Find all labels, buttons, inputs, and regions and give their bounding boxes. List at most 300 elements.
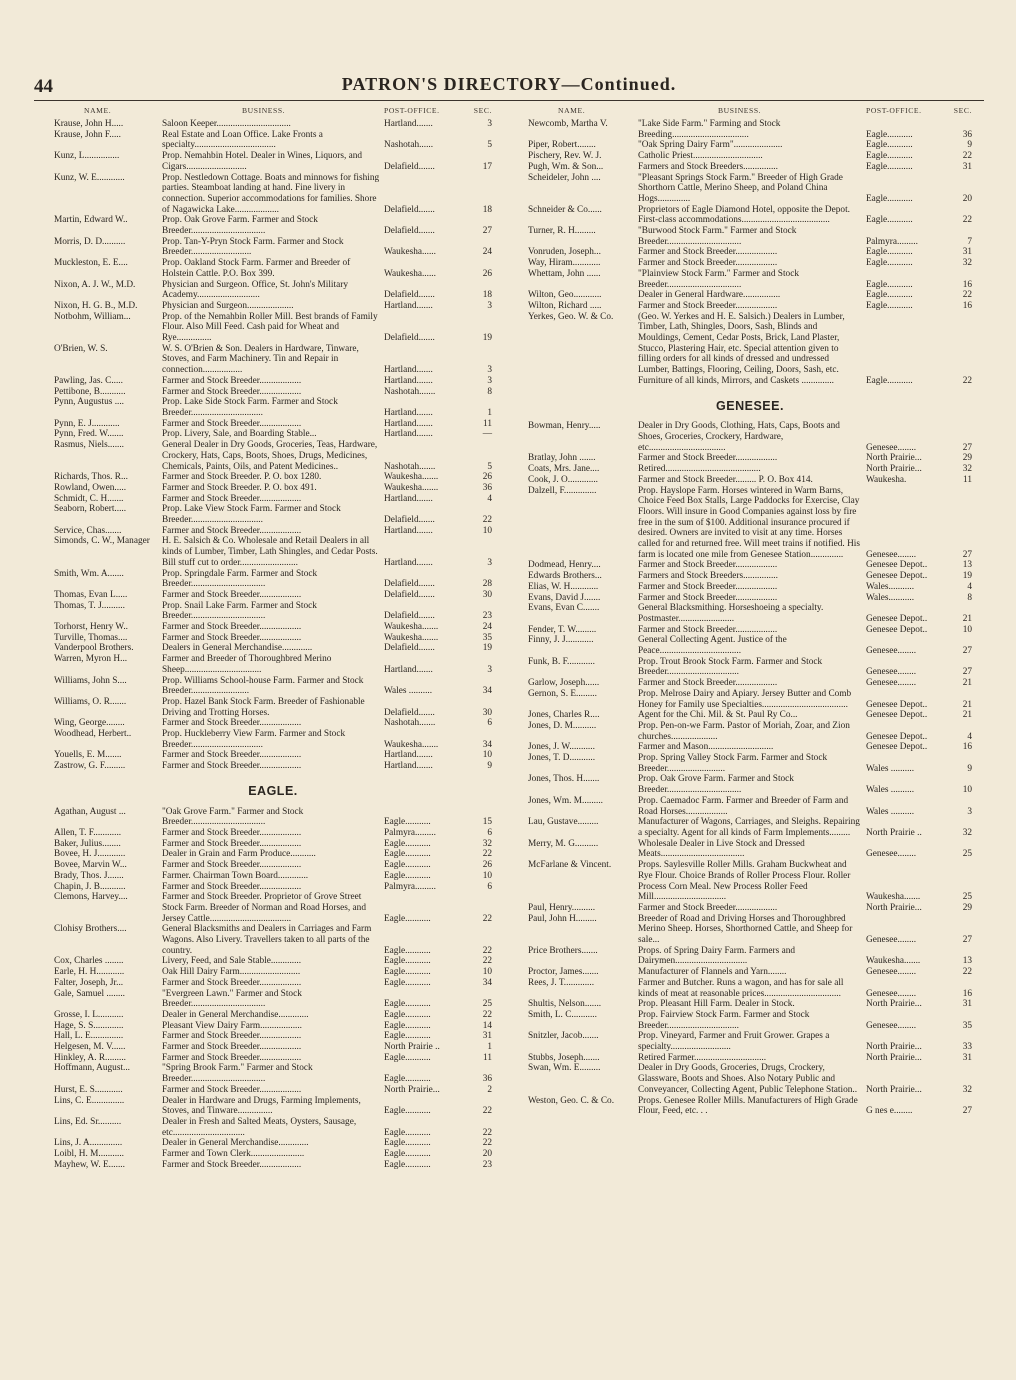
entry-post-office: North Prairie... <box>866 1042 922 1053</box>
entry-name: Pynn, Augustus .... <box>54 397 124 408</box>
entry-section: 31 <box>962 161 972 172</box>
entry-post-office: Waukesha....... <box>384 622 439 633</box>
entry-post-office: Genesee Depot.. <box>866 613 928 624</box>
entry-section: 36 <box>482 482 492 493</box>
entry-post-office: North Prairie .. <box>384 1042 440 1053</box>
entry-name: Hoffmann, August... <box>54 1063 131 1074</box>
entry-section: 22 <box>962 375 972 386</box>
entry-business: Farmer and Stock Breeder.................. <box>162 1031 302 1042</box>
entry-business: Prop. Pleasant Hill Farm. Dealer in Stock. <box>638 999 795 1010</box>
entry-name: Cox, Charles ........ <box>54 956 124 967</box>
directory-entry <box>54 151 492 172</box>
entry-name: Turville, Thomas.... <box>54 632 128 643</box>
entry-section: 32 <box>962 258 972 269</box>
directory-entry <box>528 742 972 753</box>
entry-post-office: Genesee Depot.. <box>866 624 928 635</box>
entry-section: 1 <box>487 1042 492 1053</box>
directory-entry <box>528 247 972 258</box>
directory-entry <box>528 657 972 678</box>
entry-name: Lau, Gustave......... <box>528 817 599 828</box>
entry-post-office: Genesee........ <box>866 988 917 999</box>
column-headers <box>54 106 492 119</box>
entry-section: 22 <box>962 151 972 162</box>
entry-section: 34 <box>482 739 492 750</box>
directory-entry <box>54 956 492 967</box>
entry-business: Farmer and Stock Breeder.................. <box>162 881 302 892</box>
directory-entry <box>54 504 492 525</box>
directory-entry <box>528 173 972 205</box>
entry-section: 3 <box>487 119 492 129</box>
entry-post-office: Eagle........... <box>866 129 913 140</box>
entry-name: Clemons, Harvey.... <box>54 892 128 903</box>
entry-name: Piper, Robert........ <box>528 140 596 151</box>
directory-entry <box>528 464 972 475</box>
entry-section: 5 <box>487 140 492 151</box>
entry-post-office: Delafield....... <box>384 290 435 301</box>
header-business: BUSINESS. <box>242 106 286 115</box>
entry-post-office: Eagle........... <box>384 860 431 871</box>
entry-business: Dealer in General Hardware................ <box>638 290 781 301</box>
entry-business: Farmer and Stock Breeder.................. <box>162 718 302 729</box>
directory-entry <box>528 678 972 689</box>
section-heading-eagle: EAGLE. <box>248 783 298 798</box>
directory-entry <box>54 643 492 654</box>
entry-name: Dodmead, Henry.... <box>528 560 601 571</box>
entry-section: 27 <box>962 549 972 560</box>
directory-entry <box>528 593 972 604</box>
entry-business: "Spring Brook Farm." Farmer and Stock Breeder................................ <box>162 1063 313 1085</box>
directory-entry <box>54 387 492 398</box>
entry-post-office: North Prairie... <box>866 1052 922 1063</box>
entry-business: Prop. Nestledown Cottage. Boats and minnows for fishing parties. Steamboat landing at hand. Fine livery in connection. Superior accommodations for families. Shore of Nagawicka Lake................... <box>162 172 380 215</box>
entry-name: Yerkes, Geo. W. & Co. <box>528 311 614 322</box>
directory-entry <box>54 839 492 850</box>
entry-business: Dealer in Dry Goods, Groceries, Drugs, Crockery, Glassware, Boots and Shoes. Also Notary Public and Conveyancer, Collecting Agent, Public Telephone Station.. <box>638 1063 858 1095</box>
entry-post-office: Eagle........... <box>866 215 913 226</box>
entry-post-office: Eagle........... <box>384 838 431 849</box>
directory-entry <box>54 237 492 258</box>
entry-section: 8 <box>487 386 492 397</box>
entry-section: 26 <box>482 472 492 483</box>
directory-entry <box>54 1053 492 1064</box>
entry-business: Agent for the Chi. Mil. & St. Paul Ry Co... <box>638 710 798 721</box>
entry-name: Pettibone, B........... <box>54 386 126 397</box>
entry-business: Farmer and Stock Breeder.................. <box>638 902 778 913</box>
entry-post-office: Genesee Depot.. <box>866 571 928 582</box>
entry-section: 25 <box>482 999 492 1010</box>
page-number: 44 <box>34 76 53 97</box>
directory-entry <box>528 453 972 464</box>
entry-section: 31 <box>962 247 972 258</box>
entry-name: Swan, Wm. E......... <box>528 1063 601 1074</box>
entry-section: 25 <box>962 892 972 903</box>
entry-business: Saloon Keeper................................ <box>162 119 291 129</box>
page-header <box>34 74 984 101</box>
entry-post-office: Eagle........... <box>384 817 431 828</box>
entry-business: Prop. Snail Lake Farm. Farmer and Stock Breeder................................ <box>162 600 317 622</box>
entry-section: 11 <box>483 418 492 429</box>
entry-post-office: Eagle........... <box>384 977 431 988</box>
entry-section: 22 <box>482 1127 492 1138</box>
entry-business: Prop. Hazel Bank Stock Farm. Breeder of Fashionable Driving and Trotting Horses. <box>162 696 365 718</box>
entry-section: 4 <box>967 581 972 592</box>
directory-list-eagle <box>54 807 492 1171</box>
entry-business: "Oak Grove Farm." Farmer and Stock Breeder................................ <box>162 806 304 828</box>
entry-post-office: Genesee........ <box>866 849 917 860</box>
entry-post-office: Palmyra......... <box>384 828 436 838</box>
directory-entry <box>528 140 972 151</box>
entry-name: Paul, John H......... <box>528 913 597 924</box>
entry-business: Farmer and Town Clerk....................... <box>162 1149 305 1160</box>
entry-business: Props. Genesee Roller Mills. Manufacturers of High Grade Flour, Feed, etc. . . <box>638 1095 858 1117</box>
entry-business: Props. of Spring Dairy Farm. Farmers and Dairymen............................... <box>638 945 795 967</box>
entry-name: Cook, J. O............. <box>528 474 598 485</box>
directory-entry <box>54 483 492 494</box>
entry-business: Farmer and Stock Breeder.................. <box>638 624 778 635</box>
directory-list <box>54 119 492 772</box>
entry-section: 29 <box>962 453 972 464</box>
entry-section: 27 <box>962 1106 972 1117</box>
entry-business: Farmer and Mason............................ <box>638 742 774 753</box>
entry-name: Rowland, Owen..... <box>54 482 127 493</box>
entry-post-office: Delafield....... <box>384 643 435 654</box>
entry-post-office: Eagle........... <box>866 193 913 204</box>
entry-name: Kunz, L............... <box>54 151 120 162</box>
entry-business: General Blacksmiths and Dealers in Carriages and Farm Wagons. Also Livery. Travellers taken to all parts of the country. <box>162 924 372 956</box>
directory-entry <box>54 729 492 750</box>
entry-name: Earle, H. H............ <box>54 967 125 978</box>
entry-business: Farmer and Stock Breeder.................. <box>162 1084 302 1095</box>
entry-section: 22 <box>482 913 492 924</box>
directory-entry <box>54 1021 492 1032</box>
entry-post-office: North Prairie .. <box>866 828 922 838</box>
entry-section: 35 <box>962 1020 972 1031</box>
entry-post-office: Eagle........... <box>866 161 913 172</box>
entry-business: Prop. Oak Grove Farm. Farmer and Stock Breeder................................ <box>638 774 794 796</box>
directory-entry <box>528 475 972 486</box>
entry-post-office: Eagle........... <box>384 1031 431 1042</box>
entry-name: Loibl, H. M........... <box>54 1149 124 1160</box>
entry-business: Prop. Spring Valley Stock Farm. Farmer and Stock Breeder......................... <box>638 753 828 774</box>
directory-entry <box>528 978 972 999</box>
entry-post-office: Genesee........ <box>866 1020 917 1031</box>
entry-section: 9 <box>487 761 492 772</box>
entry-name: Rees, J. T............. <box>528 977 595 988</box>
entry-name: Coats, Mrs. Jane.... <box>528 464 600 475</box>
entry-business: "Oak Spring Dairy Farm"..................... <box>638 140 783 151</box>
entry-section: 27 <box>962 935 972 946</box>
entry-business: Prop. Springdale Farm. Farmer and Stock Breeder................................ <box>162 568 318 590</box>
entry-section: 35 <box>482 632 492 643</box>
entry-post-office: Genesee........ <box>866 667 917 678</box>
entry-name: Vonruden, Joseph... <box>528 247 601 258</box>
entry-business: Farmer and Stock Breeder. Proprietor of Grove Street Stock Farm. Breeder of Norman and Road Horses, and Jersey Cattle................................... <box>162 892 366 924</box>
directory-entry <box>54 1149 492 1160</box>
entry-name: Evans, David J....... <box>528 592 601 603</box>
entry-section: 10 <box>482 870 492 881</box>
entry-name: Thomas, T. J.......... <box>54 600 125 611</box>
entry-name: Elias, W. H............ <box>528 581 599 592</box>
entry-section: 29 <box>962 902 972 913</box>
directory-entry <box>528 290 972 301</box>
directory-entry <box>528 151 972 162</box>
entry-section: 27 <box>962 646 972 657</box>
directory-entry <box>54 429 492 440</box>
entry-business: Farmer and Stock Breeder.................. <box>162 838 302 849</box>
entry-business: Oak Hill Dairy Farm.......................... <box>162 967 301 978</box>
entry-name: Whettam, John ...... <box>528 268 601 279</box>
directory-entry <box>528 162 972 173</box>
entry-business: W. S. O'Brien & Son. Dealers in Hardware, Tinware, Stoves, and Farm Machinery. Tin and Repair in connection................. <box>162 343 359 376</box>
directory-entry <box>54 828 492 839</box>
entry-name: Hage, S. S............. <box>54 1020 124 1031</box>
entry-business: Pleasant View Dairy Farm.................. <box>162 1020 302 1031</box>
entry-section: 32 <box>962 1084 972 1095</box>
entry-name: Gale, Samuel ........ <box>54 988 126 999</box>
entry-post-office: Hartland....... <box>384 429 433 440</box>
entry-name: Agathan, August ... <box>54 806 126 817</box>
directory-entry <box>54 494 492 505</box>
directory-entry <box>54 1138 492 1149</box>
entry-name: Jones, T. D........... <box>528 753 596 764</box>
entry-post-office: Eagle........... <box>384 1009 431 1020</box>
entry-section: 1 <box>487 407 492 418</box>
entry-business: Prop. of the Nemahbin Roller Mill. Best brands of Family Flour. Also Mill Feed. Cash paid for Wheat and Rye............... <box>162 311 378 344</box>
entry-post-office: Wales .......... <box>866 806 915 817</box>
directory-entry <box>528 946 972 967</box>
entry-section: 3 <box>487 375 492 386</box>
entry-business: Farmer and Stock Breeder.................. <box>162 375 302 386</box>
entry-post-office: Waukesha....... <box>384 632 439 643</box>
entry-section: 24 <box>482 247 492 258</box>
entry-post-office: Genesee Depot.. <box>866 710 928 721</box>
entry-section: 16 <box>962 742 972 753</box>
entry-section: 34 <box>482 977 492 988</box>
entry-name: Jones, Charles R.... <box>528 710 600 721</box>
directory-entry <box>528 689 972 710</box>
directory-entry <box>54 1031 492 1042</box>
entry-section: 4 <box>487 493 492 504</box>
entry-post-office: Waukesha....... <box>384 472 439 483</box>
entry-section: 22 <box>482 945 492 956</box>
directory-entry <box>528 1010 972 1031</box>
directory-entry <box>528 796 972 817</box>
entry-section: 27 <box>482 226 492 237</box>
entry-section: 3 <box>487 300 492 311</box>
entry-section: 3 <box>487 664 492 675</box>
entry-business: Farmer and Stock Breeder.................. <box>162 418 302 429</box>
entry-business: Catholic Priest.............................. <box>638 151 763 162</box>
entry-section: 27 <box>962 442 972 453</box>
entry-section: 31 <box>482 1031 492 1042</box>
entry-business: Farmer and Stock Breeder.................. <box>162 632 302 643</box>
entry-name: Hinkley, A. R......... <box>54 1052 126 1063</box>
directory-entry <box>54 676 492 697</box>
entry-business: Dealer in Fresh and Salted Meats, Oysters, Sausage, etc............................... <box>162 1116 357 1138</box>
entry-name: Martin, Edward W.. <box>54 215 128 226</box>
entry-business: Farmer and Stock Breeder.................. <box>638 300 778 311</box>
entry-business: Farmer and Stock Breeder.................. <box>638 592 778 603</box>
entry-name: Baker, Julius........ <box>54 838 121 849</box>
entry-section: 30 <box>482 589 492 600</box>
entry-business: Prop. Nemahbin Hotel. Dealer in Wines, Liquors, and Cigars.......................... <box>162 151 363 172</box>
entry-name: Service, Chas....... <box>54 525 122 536</box>
entry-section: 11 <box>483 1052 492 1063</box>
entry-name: Kunz, W. E............ <box>54 172 125 183</box>
directory-entry <box>54 654 492 675</box>
entry-name: Allen, T. F............ <box>54 828 122 838</box>
directory-entry <box>54 807 492 828</box>
entry-name: Way, Hiram............ <box>528 258 601 269</box>
entry-post-office: Nashotah....... <box>384 386 436 397</box>
entry-post-office: Wales .......... <box>866 763 915 774</box>
entry-post-office: Hartland....... <box>384 664 433 675</box>
entry-name: Shultis, Nelson....... <box>528 999 602 1010</box>
entry-section: 20 <box>482 1149 492 1160</box>
entry-post-office: Palmyra......... <box>384 881 436 892</box>
page-title: PATRON'S DIRECTORY—Continued. <box>341 74 677 94</box>
entry-section: 26 <box>482 860 492 871</box>
entry-section: 11 <box>963 474 972 485</box>
directory-entry <box>528 205 972 226</box>
entry-name: Lins, J. A.............. <box>54 1138 123 1149</box>
entry-business: General Blacksmithing. Horseshoeing a specialty. Postmaster........................ <box>638 603 824 624</box>
entry-post-office: Eagle........... <box>866 258 913 269</box>
entry-section: 27 <box>962 667 972 678</box>
directory-entry <box>528 710 972 721</box>
entry-post-office: Genesee........ <box>866 678 917 689</box>
entry-post-office: Hartland....... <box>384 365 433 376</box>
directory-list-genesee <box>528 421 972 1117</box>
entry-name: O'Brien, W. S. <box>54 343 108 354</box>
entry-business: Dealer in General Merchandise............. <box>162 1009 309 1020</box>
entry-name: Fender, T. W......... <box>528 624 597 635</box>
entry-business: Farmer and Stock Breeder.................. <box>162 750 302 761</box>
entry-name: Bowman, Henry..... <box>528 421 601 432</box>
directory-entry <box>54 622 492 633</box>
entry-post-office: Eagle........... <box>384 1159 431 1170</box>
directory-entry <box>528 999 972 1010</box>
entry-name: Paul, Henry.......... <box>528 902 596 913</box>
directory-entry <box>54 924 492 956</box>
entry-post-office: Wales .......... <box>866 785 915 796</box>
entry-post-office: Eagle........... <box>866 290 913 301</box>
entry-name: Torhorst, Henry W.. <box>54 622 128 633</box>
entry-business: Farmer and Stock Breeder.................. <box>162 761 302 772</box>
entry-section: 9 <box>967 140 972 151</box>
entry-section: 32 <box>962 464 972 475</box>
entry-business: Prop. Oak Grove Farm. Farmer and Stock Breeder................................ <box>162 215 318 237</box>
directory-entry <box>54 344 492 376</box>
entry-section: 22 <box>962 290 972 301</box>
entry-name: Gernon, S. E......... <box>528 688 597 699</box>
entry-section: 34 <box>482 686 492 697</box>
directory-entry <box>528 839 972 860</box>
entry-section: 21 <box>962 710 972 721</box>
entry-section: 10 <box>962 624 972 635</box>
entry-post-office: Eagle........... <box>384 1052 431 1063</box>
entry-business: Manufacturer of Wagons, Carriages, and Sleighs. Repairing a specialty. Agent for all kinds of Farm Implements......... <box>638 817 860 838</box>
entry-section: 7 <box>967 236 972 247</box>
directory-entry <box>54 860 492 871</box>
entry-section: 6 <box>487 718 492 729</box>
entry-name: Woodhead, Herbert.. <box>54 729 132 740</box>
entry-name: Snitzler, Jacob....... <box>528 1031 599 1042</box>
entry-post-office: North Prairie... <box>866 453 922 464</box>
directory-entry <box>54 130 492 151</box>
entry-name: Brady, Thos. J....... <box>54 870 124 881</box>
entry-section: 21 <box>962 678 972 689</box>
entry-section: 15 <box>482 817 492 828</box>
entry-name: Turner, R. H......... <box>528 226 596 237</box>
entry-business: Dealer in Grain and Farm Produce........... <box>162 849 316 860</box>
entry-business: Farmer and Butcher. Runs a wagon, and has for sale all kinds of meat at reasonable prices................................. <box>638 977 844 999</box>
entry-section: 3 <box>967 806 972 817</box>
entry-name: Helgesen, M. V...... <box>54 1042 126 1053</box>
entry-post-office: Hartland....... <box>384 407 433 418</box>
entry-business: Breeder of Road and Driving Horses and Thoroughbred Merino Sheep. Horses, Shorthorned Cattle, and Sheep for sale... <box>638 913 853 946</box>
entry-business: Prop. Caemadoc Farm. Farmer and Breeder of Farm and Road Horses.................. <box>638 795 849 817</box>
entry-name: Thomas, Evan L..... <box>54 589 128 600</box>
entry-name: Richards, Thos. R... <box>54 472 128 483</box>
entry-post-office: Waukesha....... <box>384 739 439 750</box>
entry-post-office: Genesee........ <box>866 442 917 453</box>
directory-entry <box>54 1117 492 1138</box>
entry-post-office: Eagle........... <box>384 849 431 860</box>
entry-post-office: Delafield....... <box>384 515 435 526</box>
section-heading-genesee: GENESEE. <box>716 398 784 413</box>
entry-post-office: Hartland....... <box>384 761 433 772</box>
directory-entry <box>54 849 492 860</box>
entry-section: 16 <box>962 988 972 999</box>
entry-section: 22 <box>482 1009 492 1020</box>
entry-business: Farmer and Stock Breeder.................. <box>162 622 302 633</box>
entry-business: Wholesale Dealer in Live Stock and Dressed Meats.................................... <box>638 838 805 860</box>
entry-name: Simonds, C. W., Manager <box>54 536 150 547</box>
entry-business: Livery, Feed, and Sale Stable............. <box>162 956 302 967</box>
entry-business: Dealer in Dry Goods, Clothing, Hats, Caps, Boots and Shoes, Groceries, Crockery, Hardware, etc................................. <box>638 421 840 453</box>
directory-entry <box>528 1063 972 1095</box>
directory-entry <box>528 774 972 795</box>
entry-section: 22 <box>962 967 972 978</box>
directory-entry <box>54 376 492 387</box>
entry-name: Warren, Myron H... <box>54 654 128 665</box>
entry-business: Farmers and Stock Breeders............... <box>638 571 778 582</box>
entry-section: 22 <box>482 1106 492 1117</box>
entry-section: 21 <box>962 613 972 624</box>
entry-business: Physician and Surgeon.................... <box>162 300 294 311</box>
entry-business: Prop. Pen-on-we Farm. Pastor of Moriah, Zoar, and Zion churches.................... <box>638 720 850 742</box>
entry-name: Edwards Brothers... <box>528 571 602 582</box>
entry-post-office: Delafield....... <box>384 589 435 600</box>
entry-section: 32 <box>962 828 972 838</box>
left-column <box>54 106 492 1171</box>
entry-post-office: Waukesha...... <box>384 268 436 279</box>
entry-business: Farmer and Stock Breeder. P. O. box 1280. <box>162 472 322 483</box>
directory-entry <box>54 633 492 644</box>
directory-entry <box>528 903 972 914</box>
entry-business: Farmer and Stock Breeder.................. <box>162 493 302 504</box>
entry-post-office: Palmyra......... <box>866 236 918 247</box>
entry-name: Newcomb, Martha V. <box>528 119 608 129</box>
entry-post-office: Genesee........ <box>866 646 917 657</box>
directory-entry <box>54 882 492 893</box>
entry-business: Retired Farmer............................... <box>638 1052 767 1063</box>
entry-post-office: Hartland....... <box>384 493 433 504</box>
directory-entry <box>54 1096 492 1117</box>
entry-section: 32 <box>482 838 492 849</box>
entry-business: Farmer and Stock Breeder......... P. O. Box 414. <box>638 474 813 485</box>
